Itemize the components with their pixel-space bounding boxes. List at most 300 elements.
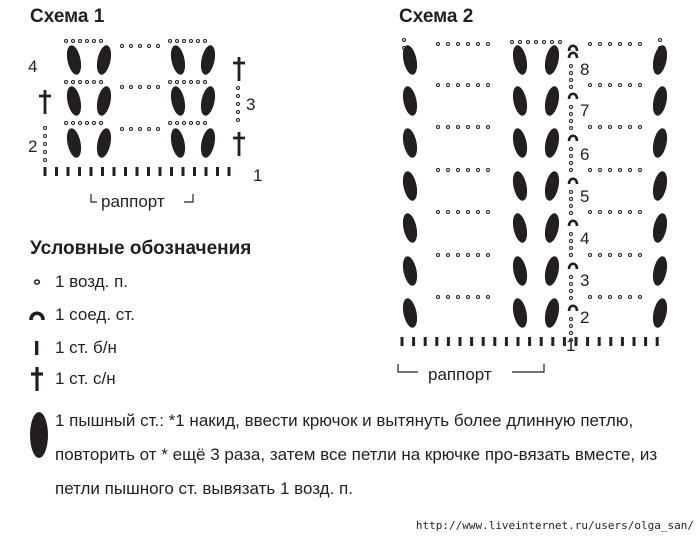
chain-stitch-mark bbox=[527, 41, 530, 44]
legend-item-label: 1 возд. п. bbox=[55, 272, 128, 291]
puff-stitch-mark bbox=[543, 127, 562, 159]
puff-stitch-mark bbox=[511, 297, 530, 329]
chain-stitch-mark bbox=[589, 254, 592, 257]
chain-stitch-mark bbox=[570, 276, 573, 279]
chain-stitch-mark bbox=[176, 81, 179, 84]
chain-stitch-mark bbox=[599, 169, 602, 172]
chain-stitch-mark bbox=[157, 86, 160, 89]
chain-stitch-mark bbox=[121, 128, 124, 131]
chain-stitch-mark bbox=[487, 84, 490, 87]
chain-stitch-icon bbox=[28, 277, 46, 287]
legend-item-single-crochet bbox=[28, 338, 117, 358]
chain-stitch-mark bbox=[169, 81, 172, 84]
puff-stitch-mark bbox=[651, 255, 670, 287]
chain-stitch-mark bbox=[72, 81, 75, 84]
puff-stitch-mark bbox=[199, 127, 218, 159]
chain-stitch-mark bbox=[477, 296, 480, 299]
chain-stitch-mark bbox=[619, 84, 622, 87]
chain-stitch-mark bbox=[487, 43, 490, 46]
single-crochet-mark bbox=[67, 167, 70, 176]
chain-stitch-mark bbox=[599, 254, 602, 257]
single-crochet-icon bbox=[28, 340, 46, 356]
chain-stitch-mark bbox=[190, 81, 193, 84]
chain-stitch-mark bbox=[65, 81, 68, 84]
slip-stitch-icon bbox=[28, 309, 46, 321]
scheme2-row-number: 1 bbox=[566, 336, 576, 355]
single-crochet-mark bbox=[459, 337, 462, 346]
chain-stitch-mark bbox=[639, 84, 642, 87]
chain-stitch-mark bbox=[570, 240, 573, 243]
puff-stitch-mark bbox=[511, 212, 530, 244]
scheme2-labels bbox=[428, 60, 589, 384]
chain-stitch-mark bbox=[44, 143, 47, 146]
chain-stitch-mark bbox=[559, 41, 562, 44]
single-crochet-mark bbox=[551, 337, 554, 346]
chain-stitch-mark bbox=[437, 296, 440, 299]
chain-stitch-mark bbox=[93, 40, 96, 43]
legend-item-label: 1 соед. ст. bbox=[55, 305, 135, 324]
chain-stitch-mark bbox=[487, 211, 490, 214]
chain-stitch-mark bbox=[65, 40, 68, 43]
chain-stitch-mark bbox=[130, 128, 133, 131]
puff-stitch-mark bbox=[199, 85, 218, 117]
chain-stitch-mark bbox=[86, 81, 89, 84]
puff-stitch-mark bbox=[651, 170, 670, 202]
chain-stitch-mark bbox=[570, 169, 573, 172]
single-crochet-mark bbox=[216, 167, 219, 176]
chain-stitch-mark bbox=[570, 233, 573, 236]
chain-stitch-mark bbox=[477, 254, 480, 257]
chain-stitch-mark bbox=[487, 296, 490, 299]
puff-stitch-mark bbox=[511, 44, 530, 76]
single-crochet-mark bbox=[482, 337, 485, 346]
chain-stitch-mark bbox=[437, 211, 440, 214]
chain-stitch-mark bbox=[639, 169, 642, 172]
chain-stitch-mark bbox=[570, 332, 573, 335]
slip-stitch-mark bbox=[569, 136, 577, 141]
puff-stitch-mark bbox=[543, 85, 562, 117]
chain-stitch-mark bbox=[467, 126, 470, 129]
chain-stitch-mark bbox=[65, 122, 68, 125]
chain-stitch-mark bbox=[609, 43, 612, 46]
chain-stitch-mark bbox=[629, 211, 632, 214]
chain-stitch-mark bbox=[570, 72, 573, 75]
slip-stitch-mark bbox=[569, 306, 577, 311]
chain-stitch-mark bbox=[570, 325, 573, 328]
chain-stitch-mark bbox=[190, 122, 193, 125]
chain-stitch-mark bbox=[447, 169, 450, 172]
legend-item-chain bbox=[28, 272, 128, 292]
slip-stitch-mark bbox=[569, 264, 577, 269]
single-crochet-mark bbox=[598, 337, 601, 346]
scheme2-rapport-label: раппорт bbox=[428, 365, 492, 384]
chain-stitch-mark bbox=[477, 169, 480, 172]
chain-stitch-mark bbox=[477, 126, 480, 129]
single-crochet-mark bbox=[101, 167, 104, 176]
chain-stitch-mark bbox=[121, 86, 124, 89]
puff-stitch-mark bbox=[65, 85, 84, 117]
puff-stitch-mark bbox=[511, 127, 530, 159]
puff-stitch-mark bbox=[543, 255, 562, 287]
double-crochet-mark bbox=[233, 132, 245, 156]
chain-stitch-mark bbox=[535, 41, 538, 44]
single-crochet-mark bbox=[136, 167, 139, 176]
chain-stitch-mark bbox=[519, 41, 522, 44]
chain-stitch-mark bbox=[570, 247, 573, 250]
chain-stitch-mark bbox=[487, 169, 490, 172]
single-crochet-mark bbox=[505, 337, 508, 346]
puff-stitch-mark bbox=[169, 127, 188, 159]
slip-stitch-mark bbox=[569, 53, 577, 58]
single-crochet-mark bbox=[586, 337, 589, 346]
chain-stitch-mark bbox=[599, 43, 602, 46]
double-crochet-mark bbox=[233, 57, 245, 81]
chain-stitch-mark bbox=[437, 126, 440, 129]
puff-stitch-mark bbox=[401, 297, 420, 329]
chain-stitch-mark bbox=[570, 106, 573, 109]
puff-stitch-mark bbox=[511, 85, 530, 117]
puff-stitch-mark bbox=[169, 44, 188, 76]
chain-stitch-mark bbox=[487, 126, 490, 129]
single-crochet-mark bbox=[493, 337, 496, 346]
single-crochet-mark bbox=[528, 337, 531, 346]
chain-stitch-mark bbox=[169, 40, 172, 43]
slip-stitch-mark bbox=[569, 179, 577, 184]
chain-stitch-mark bbox=[79, 122, 82, 125]
chain-stitch-mark bbox=[237, 119, 240, 122]
chain-stitch-mark bbox=[72, 122, 75, 125]
legend-title: Условные обозначения bbox=[30, 238, 252, 259]
rapport-bracket bbox=[512, 364, 544, 372]
chain-stitch-mark bbox=[570, 86, 573, 89]
scheme1-rapport-label: раппорт bbox=[101, 192, 165, 211]
chain-stitch-mark bbox=[570, 120, 573, 123]
chain-stitch-mark bbox=[204, 40, 207, 43]
chain-stitch-mark bbox=[659, 39, 662, 42]
puff-stitch-mark bbox=[543, 212, 562, 244]
chain-stitch-mark bbox=[86, 122, 89, 125]
puff-stitch-mark bbox=[651, 127, 670, 159]
chain-stitch-mark bbox=[467, 254, 470, 257]
scheme2-row-number: 5 bbox=[580, 187, 590, 206]
puff-stitch-mark bbox=[199, 44, 218, 76]
double-crochet-mark bbox=[39, 90, 51, 114]
scheme1-labels bbox=[28, 57, 262, 211]
chain-stitch-mark bbox=[237, 87, 240, 90]
chain-stitch-mark bbox=[457, 211, 460, 214]
single-crochet-mark bbox=[78, 167, 81, 176]
chain-stitch-mark bbox=[477, 84, 480, 87]
puff-stitch-mark bbox=[511, 170, 530, 202]
scheme2-chart bbox=[398, 39, 669, 373]
single-crochet-mark bbox=[435, 337, 438, 346]
chain-stitch-mark bbox=[93, 81, 96, 84]
chain-stitch-mark bbox=[86, 40, 89, 43]
puff-stitch-mark bbox=[401, 170, 420, 202]
chain-stitch-mark bbox=[599, 211, 602, 214]
chain-stitch-mark bbox=[629, 84, 632, 87]
chain-stitch-mark bbox=[543, 41, 546, 44]
chain-stitch-mark bbox=[619, 211, 622, 214]
chain-stitch-mark bbox=[609, 84, 612, 87]
chain-stitch-mark bbox=[570, 155, 573, 158]
puff-stitch-mark bbox=[65, 44, 84, 76]
chain-stitch-mark bbox=[139, 45, 142, 48]
scheme1-row-number: 1 bbox=[253, 166, 263, 185]
chain-stitch-mark bbox=[599, 126, 602, 129]
chain-stitch-mark bbox=[157, 128, 160, 131]
chain-stitch-mark bbox=[570, 318, 573, 321]
puff-stitch-icon bbox=[28, 410, 50, 472]
chain-stitch-mark bbox=[467, 211, 470, 214]
chain-stitch-mark bbox=[183, 122, 186, 125]
chain-stitch-mark bbox=[44, 135, 47, 138]
chain-stitch-mark bbox=[570, 254, 573, 257]
single-crochet-mark bbox=[644, 337, 647, 346]
single-crochet-mark bbox=[147, 167, 150, 176]
single-crochet-mark bbox=[113, 167, 116, 176]
chain-stitch-mark bbox=[183, 40, 186, 43]
chain-stitch-mark bbox=[487, 254, 490, 257]
chain-stitch-mark bbox=[457, 84, 460, 87]
puff-stitch-mark bbox=[169, 85, 188, 117]
single-crochet-mark bbox=[540, 337, 543, 346]
single-crochet-mark bbox=[517, 337, 520, 346]
single-crochet-mark bbox=[44, 167, 47, 176]
puff-stitch-mark bbox=[95, 127, 114, 159]
chain-stitch-mark bbox=[44, 127, 47, 130]
single-crochet-mark bbox=[470, 337, 473, 346]
chain-stitch-mark bbox=[447, 84, 450, 87]
chain-stitch-mark bbox=[629, 296, 632, 299]
chain-stitch-mark bbox=[477, 211, 480, 214]
chain-stitch-mark bbox=[570, 205, 573, 208]
puff-stitch-mark bbox=[651, 85, 670, 117]
legend-item-label: 1 пышный ст.: *1 накид, ввести крючок и вытянуть более длинную петлю, повторить от * ещё 3 раза, затем все петли на крючке про-вязать вместе, из петли пышного ст. вывязать 1 возд. п. bbox=[55, 411, 658, 498]
chain-stitch-mark bbox=[609, 211, 612, 214]
chain-stitch-mark bbox=[551, 41, 554, 44]
chain-stitch-mark bbox=[570, 65, 573, 68]
chain-stitch-mark bbox=[619, 254, 622, 257]
chain-stitch-mark bbox=[619, 43, 622, 46]
scheme1-chart bbox=[39, 40, 245, 203]
single-crochet-mark bbox=[193, 167, 196, 176]
puff-stitch-mark bbox=[401, 85, 420, 117]
chain-stitch-mark bbox=[437, 84, 440, 87]
chain-stitch-mark bbox=[79, 81, 82, 84]
chain-stitch-mark bbox=[121, 45, 124, 48]
chain-stitch-mark bbox=[629, 169, 632, 172]
chain-stitch-mark bbox=[467, 43, 470, 46]
chain-stitch-mark bbox=[148, 45, 151, 48]
double-crochet-icon bbox=[28, 366, 46, 392]
chain-stitch-mark bbox=[609, 254, 612, 257]
chain-stitch-mark bbox=[148, 86, 151, 89]
scheme2-row-number: 3 bbox=[580, 271, 590, 290]
legend-item-double-crochet bbox=[28, 366, 116, 392]
chain-stitch-mark bbox=[570, 127, 573, 130]
chain-stitch-mark bbox=[457, 296, 460, 299]
legend-item-label: 1 ст. с/н bbox=[55, 369, 116, 388]
scheme2-row-number: 4 bbox=[580, 229, 590, 248]
chain-stitch-mark bbox=[169, 122, 172, 125]
chain-stitch-mark bbox=[457, 43, 460, 46]
puff-stitch-mark bbox=[543, 297, 562, 329]
chain-stitch-mark bbox=[639, 43, 642, 46]
chain-stitch-mark bbox=[100, 122, 103, 125]
single-crochet-mark bbox=[159, 167, 162, 176]
scheme2-row-number: 7 bbox=[580, 101, 590, 120]
single-crochet-mark bbox=[182, 167, 185, 176]
chain-stitch-mark bbox=[403, 47, 406, 50]
scheme2-row-number: 6 bbox=[580, 145, 590, 164]
chain-stitch-mark bbox=[139, 86, 142, 89]
chain-stitch-mark bbox=[629, 43, 632, 46]
puff-stitch-mark bbox=[401, 212, 420, 244]
chain-stitch-mark bbox=[570, 198, 573, 201]
chain-stitch-mark bbox=[403, 39, 406, 42]
chain-stitch-mark bbox=[457, 126, 460, 129]
puff-stitch-mark bbox=[543, 170, 562, 202]
slip-stitch-mark bbox=[569, 94, 577, 99]
chain-stitch-mark bbox=[467, 169, 470, 172]
chain-stitch-mark bbox=[457, 254, 460, 257]
chain-stitch-mark bbox=[457, 169, 460, 172]
legend-item-label: 1 ст. б/н bbox=[55, 338, 117, 357]
chain-stitch-mark bbox=[176, 122, 179, 125]
chain-stitch-mark bbox=[204, 81, 207, 84]
chain-stitch-mark bbox=[639, 211, 642, 214]
chain-stitch-mark bbox=[619, 126, 622, 129]
chain-stitch-mark bbox=[570, 148, 573, 151]
chain-stitch-mark bbox=[609, 126, 612, 129]
rapport-bracket bbox=[91, 194, 97, 202]
chain-stitch-mark bbox=[609, 296, 612, 299]
chain-stitch-mark bbox=[589, 43, 592, 46]
chain-stitch-mark bbox=[183, 81, 186, 84]
single-crochet-mark bbox=[412, 337, 415, 346]
single-crochet-mark bbox=[656, 337, 659, 346]
chain-stitch-mark bbox=[477, 43, 480, 46]
chain-stitch-mark bbox=[100, 40, 103, 43]
puff-stitch-mark bbox=[651, 44, 670, 76]
chain-stitch-mark bbox=[570, 283, 573, 286]
chain-stitch-mark bbox=[589, 126, 592, 129]
single-crochet-mark bbox=[205, 167, 208, 176]
puff-stitch-mark bbox=[401, 127, 420, 159]
chain-stitch-mark bbox=[176, 40, 179, 43]
chain-stitch-mark bbox=[570, 162, 573, 165]
chain-stitch-mark bbox=[447, 126, 450, 129]
puff-stitch-mark bbox=[95, 44, 114, 76]
chain-stitch-mark bbox=[447, 43, 450, 46]
chain-stitch-mark bbox=[437, 169, 440, 172]
puff-stitch-mark bbox=[543, 44, 562, 76]
chain-stitch-mark bbox=[639, 296, 642, 299]
single-crochet-mark bbox=[621, 337, 624, 346]
scheme1-row-number: 4 bbox=[28, 57, 38, 76]
puff-stitch-mark bbox=[511, 255, 530, 287]
chain-stitch-mark bbox=[237, 95, 240, 98]
chain-stitch-mark bbox=[72, 40, 75, 43]
chain-stitch-mark bbox=[570, 212, 573, 215]
chain-stitch-mark bbox=[619, 169, 622, 172]
chain-stitch-mark bbox=[197, 122, 200, 125]
single-crochet-mark bbox=[170, 167, 173, 176]
chain-stitch-mark bbox=[237, 103, 240, 106]
chain-stitch-mark bbox=[93, 122, 96, 125]
chain-stitch-mark bbox=[447, 254, 450, 257]
chain-stitch-mark bbox=[197, 81, 200, 84]
scheme1-row-number: 3 bbox=[246, 95, 256, 114]
chain-stitch-mark bbox=[589, 84, 592, 87]
slip-stitch-mark bbox=[569, 46, 577, 51]
chain-stitch-mark bbox=[639, 126, 642, 129]
chain-stitch-mark bbox=[570, 79, 573, 82]
watermark-url: http://www.liveinternet.ru/users/olga_san/ bbox=[415, 519, 694, 532]
chain-stitch-mark bbox=[197, 40, 200, 43]
scheme1-row-number: 2 bbox=[28, 137, 38, 156]
chain-stitch-mark bbox=[570, 297, 573, 300]
chain-stitch-mark bbox=[204, 122, 207, 125]
chain-stitch-mark bbox=[589, 296, 592, 299]
single-crochet-mark bbox=[424, 337, 427, 346]
single-crochet-mark bbox=[228, 167, 231, 176]
chain-stitch-mark bbox=[589, 211, 592, 214]
chain-stitch-mark bbox=[467, 84, 470, 87]
single-crochet-mark bbox=[447, 337, 450, 346]
chain-stitch-mark bbox=[237, 111, 240, 114]
chain-stitch-mark bbox=[130, 45, 133, 48]
rapport-bracket bbox=[184, 194, 193, 202]
chain-stitch-mark bbox=[589, 169, 592, 172]
chain-stitch-mark bbox=[148, 128, 151, 131]
chain-stitch-mark bbox=[629, 254, 632, 257]
rapport-bracket bbox=[398, 364, 418, 372]
chain-stitch-mark bbox=[437, 43, 440, 46]
chain-stitch-mark bbox=[570, 191, 573, 194]
chain-stitch-mark bbox=[437, 254, 440, 257]
chain-stitch-mark bbox=[599, 296, 602, 299]
puff-stitch-mark bbox=[401, 255, 420, 287]
single-crochet-mark bbox=[55, 167, 58, 176]
puff-stitch-mark bbox=[651, 297, 670, 329]
chain-stitch-mark bbox=[467, 296, 470, 299]
chain-stitch-mark bbox=[599, 84, 602, 87]
puff-stitch-mark bbox=[95, 85, 114, 117]
puff-stitch-mark bbox=[651, 212, 670, 244]
chain-stitch-mark bbox=[570, 290, 573, 293]
chain-stitch-mark bbox=[44, 159, 47, 162]
chain-stitch-mark bbox=[100, 81, 103, 84]
single-crochet-mark bbox=[90, 167, 93, 176]
chain-stitch-mark bbox=[639, 254, 642, 257]
chain-stitch-mark bbox=[447, 296, 450, 299]
single-crochet-mark bbox=[124, 167, 127, 176]
chain-stitch-mark bbox=[79, 40, 82, 43]
chain-stitch-mark bbox=[157, 45, 160, 48]
single-crochet-mark bbox=[633, 337, 636, 346]
chain-stitch-mark bbox=[44, 151, 47, 154]
scheme2-title: Схема 2 bbox=[399, 6, 474, 27]
slip-stitch-mark bbox=[569, 221, 577, 226]
chain-stitch-mark bbox=[511, 41, 514, 44]
legend-item-slip bbox=[28, 305, 135, 325]
scheme1-title: Схема 1 bbox=[30, 6, 105, 27]
single-crochet-mark bbox=[609, 337, 612, 346]
chain-stitch-mark bbox=[130, 86, 133, 89]
scheme2-row-number: 2 bbox=[580, 308, 590, 327]
